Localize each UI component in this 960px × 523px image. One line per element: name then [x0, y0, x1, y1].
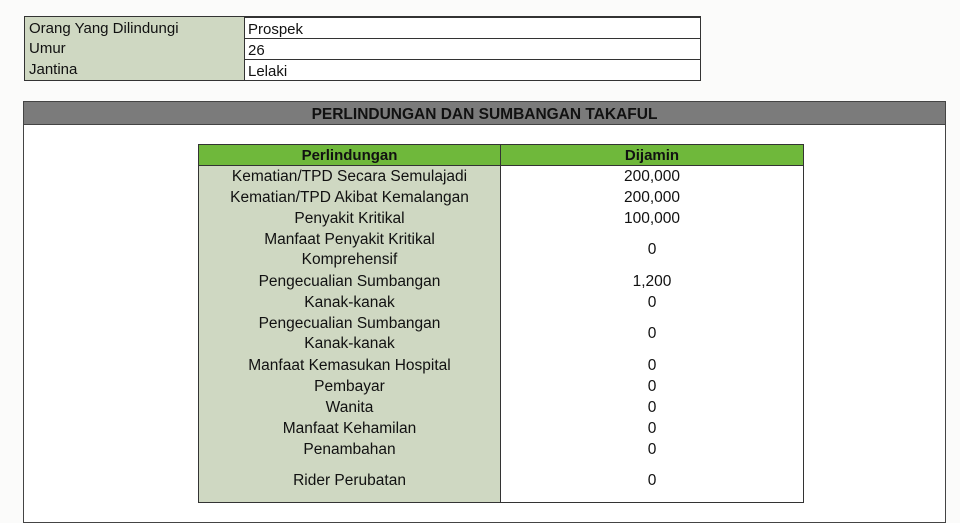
- section-title: PERLINDUNGAN DAN SUMBANGAN TAKAFUL: [24, 102, 945, 125]
- table-row-value: 0: [647, 419, 657, 437]
- table-row-value: 200,000: [623, 167, 681, 185]
- table-row-label: Pembayar: [314, 377, 385, 395]
- protection-column: [199, 166, 501, 502]
- guaranteed-column: [501, 166, 803, 502]
- insured-info-table: [24, 16, 701, 81]
- info-row-age: [25, 38, 701, 59]
- table-row-value: 0: [647, 325, 657, 342]
- table-row-label: Wanita: [325, 398, 374, 416]
- table-row-label: Kematian/TPD Secara Semulajadi: [231, 167, 468, 185]
- table-row-label: Kanak-kanak: [304, 293, 395, 311]
- table-row-label: Pengecualian Sumbangan Kanak-kanak: [258, 315, 441, 352]
- insured-value: Prospek: [245, 17, 701, 39]
- insured-label: Orang Yang Dilindungi: [25, 17, 245, 38]
- table-row-label: Kematian/TPD Akibat Kemalangan: [230, 188, 469, 206]
- age-value: 26: [245, 38, 701, 60]
- header-guaranteed: Dijamin: [624, 147, 680, 164]
- protection-section: [23, 101, 946, 523]
- benefit-table-body: [199, 166, 803, 502]
- header-protection: Perlindungan: [199, 145, 501, 165]
- table-row-value: 1,200: [632, 272, 672, 290]
- gender-value: Lelaki: [245, 59, 701, 81]
- age-label: Umur: [25, 38, 245, 59]
- table-row-value: 0: [647, 377, 657, 395]
- table-row-value: 200,000: [623, 188, 681, 206]
- table-row-label: Manfaat Kemasukan Hospital: [248, 356, 451, 374]
- info-row-gender: [25, 59, 701, 80]
- table-row-label: Penyakit Kritikal: [294, 209, 405, 227]
- table-row-label: Pengecualian Sumbangan: [258, 272, 441, 290]
- table-row-value: 0: [647, 293, 657, 311]
- info-row-insured: [25, 17, 701, 38]
- table-row-label: Rider Perubatan: [293, 472, 406, 489]
- table-row-value: 0: [647, 472, 657, 489]
- table-row-label: Penambahan: [303, 440, 396, 458]
- table-row-value: 0: [647, 356, 657, 374]
- table-row-label: Manfaat Penyakit Kritikal Komprehensif: [264, 231, 435, 268]
- benefit-table-header: [199, 144, 803, 166]
- table-row-value: 0: [647, 440, 657, 458]
- table-row-label: Manfaat Kehamilan: [282, 419, 417, 437]
- table-row-value: 0: [647, 398, 657, 416]
- table-row-value: 0: [647, 241, 657, 258]
- table-row-value: 100,000: [623, 209, 681, 227]
- gender-label: Jantina: [25, 59, 245, 80]
- benefit-table: [198, 144, 804, 503]
